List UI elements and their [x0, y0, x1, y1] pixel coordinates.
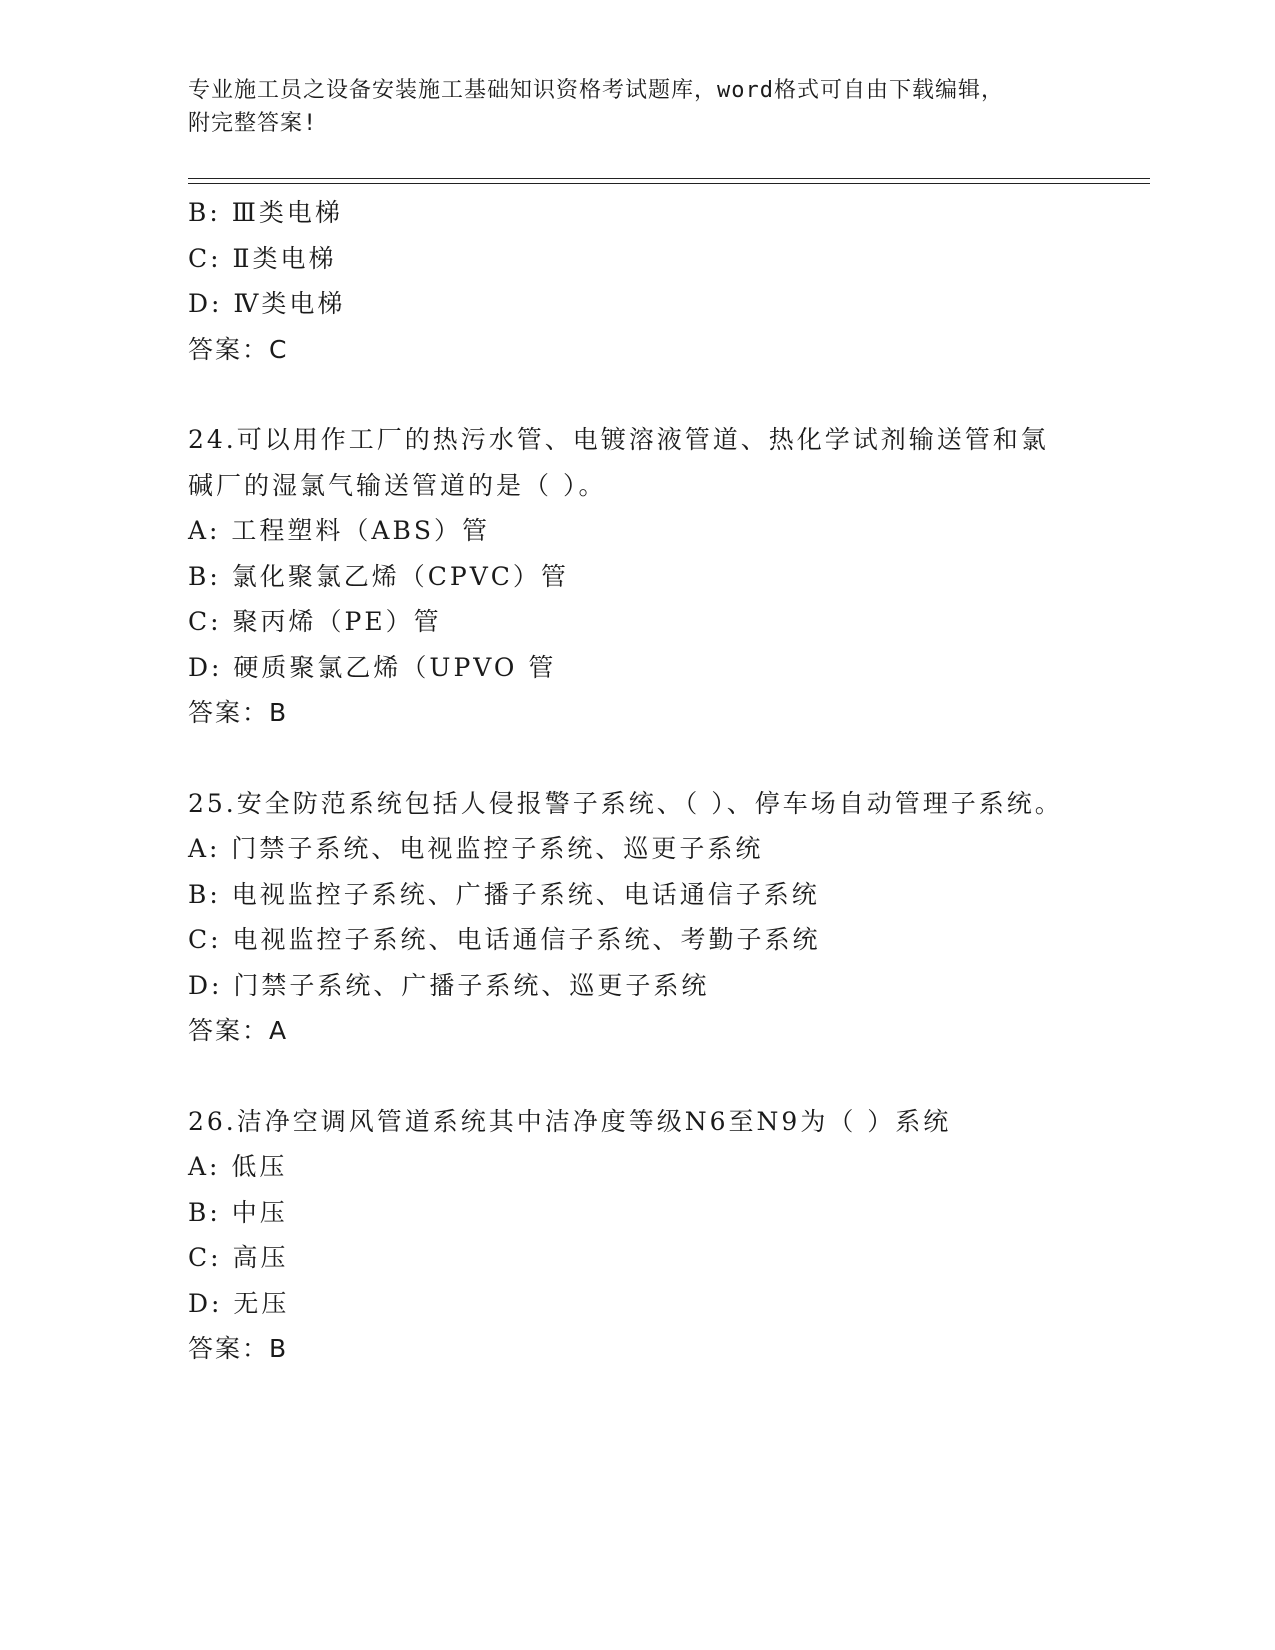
answer-line: 答案：B [188, 1334, 289, 1363]
answer-line: 答案：A [188, 1016, 289, 1045]
spacer [188, 372, 1088, 417]
spacer [188, 1054, 1088, 1099]
option-d: D: 门禁子系统、广播子系统、巡更子系统 [188, 970, 710, 1000]
option-a: A: 低压 [188, 1152, 288, 1181]
option-b: B: 电视监控子系统、广播子系统、电话通信子系统 [188, 879, 820, 909]
option-a: A: 工程塑料（ABS）管 [188, 516, 490, 545]
option-b: B: 中压 [188, 1197, 288, 1227]
question-25 [188, 781, 1088, 1054]
answer-line: 答案：B [188, 698, 289, 727]
question-text: 26.洁净空调风管道系统其中洁净度等级N6至N9为（ ）系统 [188, 1106, 952, 1136]
option-d: D: 硬质聚氯乙烯（UPVO 管 [188, 652, 557, 682]
option-c: C: 聚丙烯（PE）管 [188, 607, 442, 636]
option-d: D: 无压 [188, 1288, 290, 1318]
question-24 [188, 417, 1088, 736]
header-divider-top [188, 178, 1150, 179]
option-a: A: 门禁子系统、电视监控子系统、巡更子系统 [188, 834, 764, 863]
document-header [188, 74, 1088, 140]
option-b: B: Ⅲ类电梯 [188, 198, 343, 227]
question-text: 24.可以用作工厂的热污水管、电镀溶液管道、热化学试剂输送管和氯碱厂的湿氯气输送管道的是（ ）。 [188, 425, 1049, 500]
question-list [188, 190, 1088, 1372]
header-line-1: 专业施工员之设备安装施工基础知识资格考试题库，word格式可自由下载编辑， [188, 78, 1004, 103]
header-line-2: 附完整答案! [188, 111, 318, 136]
option-c: C: 电视监控子系统、电话通信子系统、考勤子系统 [188, 925, 821, 954]
question-text: 25.安全防范系统包括人侵报警子系统、（ ）、停车场自动管理子系统。 [188, 788, 1063, 818]
option-b: B: 氯化聚氯乙烯（CPVC）管 [188, 561, 569, 591]
question-26 [188, 1099, 1088, 1372]
answer-line: 答案：C [188, 334, 289, 364]
option-c: C: 高压 [188, 1243, 289, 1272]
header-divider-bottom [188, 183, 1150, 184]
question-23 [188, 190, 1088, 372]
spacer [188, 736, 1088, 781]
option-d: D: Ⅳ类电梯 [188, 289, 346, 318]
option-c: C: Ⅱ类电梯 [188, 243, 337, 273]
